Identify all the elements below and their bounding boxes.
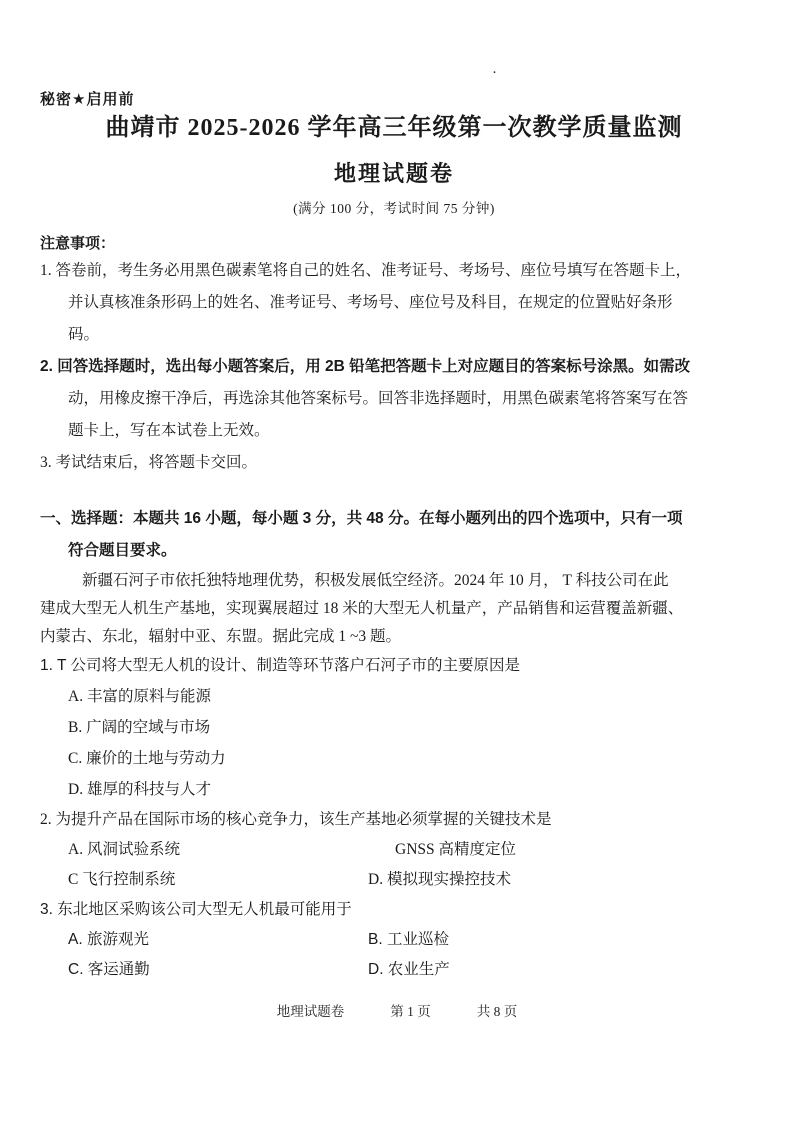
notice-section bbox=[40, 233, 748, 479]
question-1 bbox=[40, 651, 748, 805]
footer-page-number: 第 1 页 bbox=[390, 1004, 431, 1019]
note-line: 动，用橡皮擦干净后，再选涂其他答案标号。回答非选择题时，用黑色碳素笔将答案写在答 bbox=[68, 390, 689, 407]
option-b: GNSS 高精度定位 bbox=[395, 841, 517, 858]
note-line: 并认真核准条形码上的姓名、准考证号、考场号、座位号及科目，在规定的位置贴好条形 bbox=[68, 294, 673, 311]
section-heading-line: 符合题目要求。 bbox=[68, 542, 177, 559]
question-3 bbox=[40, 895, 748, 985]
option-c: C. 客运通勤 bbox=[68, 961, 150, 978]
passage-line: 内蒙古、东北，辐射中亚、东盟。据此完成 1 ~3 题。 bbox=[40, 628, 402, 645]
option-a: A. 丰富的原料与能源 bbox=[68, 688, 211, 705]
page-footer bbox=[0, 1003, 794, 1021]
note-line: 题卡上，写在本试卷上无效。 bbox=[68, 422, 270, 439]
option-d: D. 模拟现实操控技术 bbox=[368, 871, 511, 888]
option-a: A. 旅游观光 bbox=[68, 931, 149, 948]
option-d: D. 农业生产 bbox=[368, 961, 450, 978]
note-line: 码。 bbox=[68, 326, 100, 343]
notice-item-3 bbox=[40, 447, 748, 479]
passage-line: 建成大型无人机生产基地，实现翼展超过 18 米的大型无人机量产，产品销售和运营覆盖新疆、 bbox=[40, 600, 684, 617]
page-subtitle: 地理试题卷 bbox=[333, 161, 454, 186]
question-1-options bbox=[40, 681, 748, 805]
option-d: D. 雄厚的科技与人才 bbox=[68, 781, 211, 798]
notice-item-1 bbox=[40, 255, 748, 351]
section-heading bbox=[40, 503, 748, 567]
question-stem: 3. 东北地区采购该公司大型无人机最可能用于 bbox=[40, 901, 352, 918]
question-3-options bbox=[40, 925, 748, 985]
notice-item-2 bbox=[40, 351, 748, 447]
question-stem: 2. 为提升产品在国际市场的核心竞争力，该生产基地必须掌握的关键技术是 bbox=[40, 811, 552, 828]
option-a: A. 风洞试验系统 bbox=[68, 841, 180, 858]
option-b: B. 工业巡检 bbox=[368, 931, 449, 948]
question-2 bbox=[40, 805, 748, 895]
option-c: C. 廉价的土地与劳动力 bbox=[68, 750, 226, 767]
multiple-choice-section bbox=[40, 503, 748, 985]
option-b: B. 广阔的空域与市场 bbox=[68, 719, 211, 736]
exam-info-line: (满分 100 分，考试时间 75 分钟) bbox=[293, 201, 495, 216]
option-c: C 飞行控制系统 bbox=[68, 871, 176, 888]
question-stem: 1. T 公司将大型无人机的设计、制造等环节落户石河子市的主要原因是 bbox=[40, 657, 520, 674]
note-line: 3. 考试结束后，将答题卡交回。 bbox=[40, 454, 258, 471]
passage-line: 新疆石河子市依托独特地理优势，积极发展低空经济。2024 年 10 月， T 科技公司在此 bbox=[82, 572, 669, 589]
question-2-options bbox=[40, 835, 748, 895]
section-heading-line: 一、选择题：本题共 16 小题，每小题 3 分，共 48 分。在每小题列出的四个选项中，只有一项 bbox=[40, 510, 683, 527]
note-line: 1. 答卷前，考生务必用黑色碳素笔将自己的姓名、准考证号、考场号、座位号填写在答题卡上， bbox=[40, 262, 692, 279]
stray-dot-mark: · bbox=[492, 65, 497, 81]
page-title: 曲靖市 2025-2026 学年高三年级第一次教学质量监测 bbox=[105, 115, 683, 141]
footer-total-pages: 共 8 页 bbox=[476, 1004, 518, 1019]
reading-passage bbox=[40, 567, 748, 651]
note-line: 2. 回答选择题时，选出每小题答案后，用 2B 铅笔把答题卡上对应题目的答案标号涂黑。如需改 bbox=[40, 358, 691, 375]
notice-heading: 注意事项： bbox=[40, 235, 116, 252]
footer-doc-name: 地理试题卷 bbox=[276, 1004, 345, 1019]
classification-label: 秘密★启用前 bbox=[40, 91, 135, 108]
